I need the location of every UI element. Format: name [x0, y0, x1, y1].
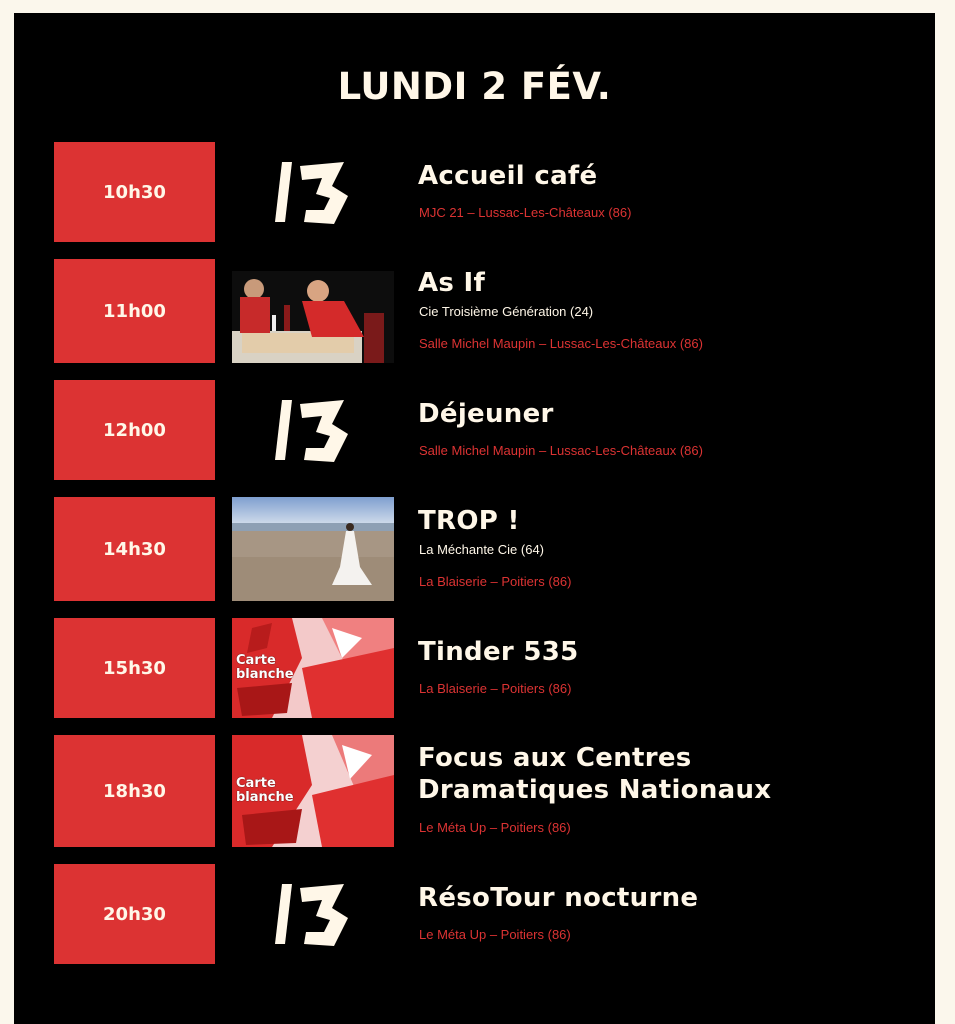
time-badge: 14h30: [54, 497, 215, 601]
time-badge: 10h30: [54, 142, 215, 242]
event-title-line1[interactable]: Focus aux Centres: [418, 743, 692, 773]
carte-blanche-label-line2: blanche: [236, 790, 294, 805]
day-title: LUNDI 2 FÉV.: [337, 65, 612, 108]
time-badge: 11h00: [54, 259, 215, 363]
event-company: Cie Troisième Génération (24): [419, 304, 594, 319]
event-venue: Le Méta Up – Poitiers (86): [419, 820, 571, 835]
time-badge: 15h30: [54, 618, 215, 718]
carte-blanche-poster[interactable]: [232, 618, 394, 718]
time-badge: 12h00: [54, 380, 215, 480]
event-title[interactable]: Déjeuner: [418, 399, 554, 429]
event-venue: La Blaiserie – Poitiers (86): [419, 574, 572, 589]
event-title[interactable]: TROP !: [418, 506, 520, 536]
logo-icon: [232, 380, 394, 480]
event-company: La Méchante Cie (64): [419, 542, 545, 557]
time-badge: 20h30: [54, 864, 215, 964]
event-venue: Salle Michel Maupin – Lussac-Les-Châteaux (86): [419, 443, 703, 458]
event-venue: Salle Michel Maupin – Lussac-Les-Châteaux (86): [419, 336, 703, 351]
event-title-line2[interactable]: Dramatiques Nationaux: [418, 775, 772, 805]
event-title[interactable]: Tinder 535: [418, 637, 579, 667]
photo-woman-on-beach[interactable]: [232, 497, 394, 601]
event-title[interactable]: As If: [418, 268, 486, 298]
carte-blanche-label-line1: Carte: [236, 776, 276, 791]
schedule-panel: [14, 13, 935, 1024]
carte-blanche-label-line2: blanche: [236, 667, 294, 682]
event-title[interactable]: Accueil café: [418, 161, 598, 191]
logo-icon: [232, 864, 394, 964]
event-venue: Le Méta Up – Poitiers (86): [419, 927, 571, 942]
event-title[interactable]: RésoTour nocturne: [418, 883, 699, 913]
carte-blanche-poster[interactable]: [232, 735, 394, 847]
event-venue: La Blaiserie – Poitiers (86): [419, 681, 572, 696]
event-venue: MJC 21 – Lussac-Les-Châteaux (86): [419, 205, 632, 220]
time-badge: 18h30: [54, 735, 215, 847]
logo-icon: [232, 142, 394, 242]
carte-blanche-label-line1: Carte: [236, 653, 276, 668]
photo-two-people-at-table[interactable]: [232, 271, 394, 363]
